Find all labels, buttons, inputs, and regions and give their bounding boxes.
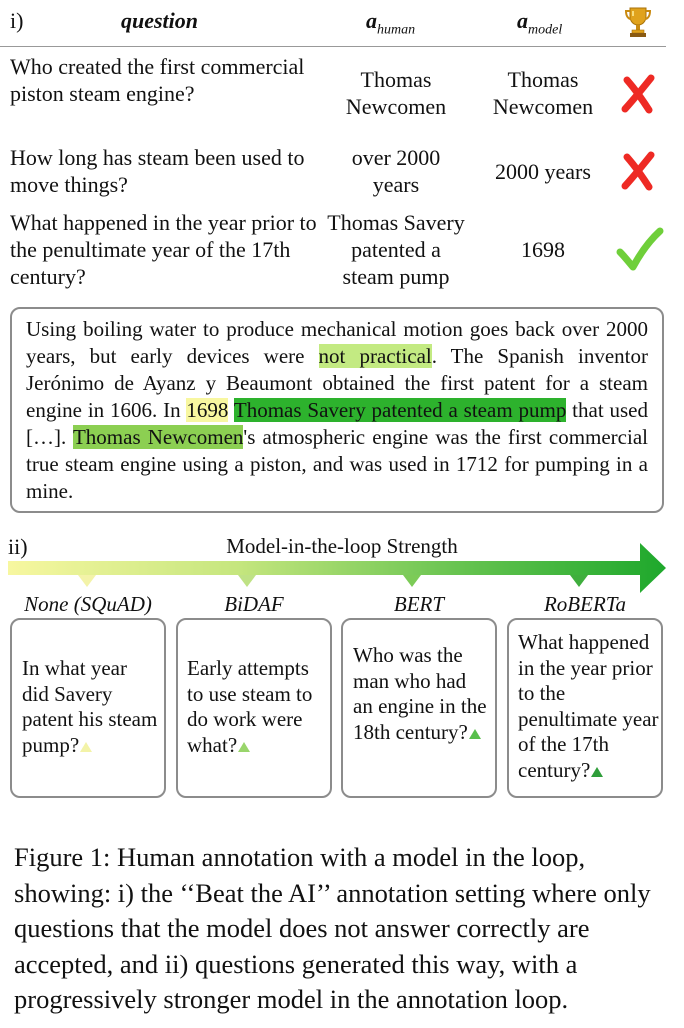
passage-segment: 's atmospheric engine was the first commercial true steam engine using a piston, and was used in 1712 for pumping in a mine. (26, 425, 648, 503)
model-answer-row-1: Thomas Newcomen (492, 67, 594, 119)
model-answer-row-2: 2000 years (495, 159, 591, 184)
human-answer-row-1: Thomas Newcomen (345, 67, 447, 119)
model-question-roberta (518, 630, 660, 783)
header-a-model-base: a (517, 8, 528, 33)
model-name-bidaf: BiDAF (224, 592, 284, 616)
question-row-3: What happened in the year prior to the penultimate year of the 17th century? (10, 210, 317, 289)
human-answer-row-3: Thomas Savery patented a steam pump (327, 210, 465, 289)
passage-segment: that used […]. (26, 398, 649, 449)
trophy-icon (624, 6, 652, 38)
highlight-not-practical: not practical (318, 344, 432, 368)
model-question-none-squad (22, 656, 158, 758)
highlight-savery: Thomas Savery patented a steam pump (233, 398, 567, 422)
cross-icon (616, 149, 660, 193)
header-a-human-sub: human (377, 22, 416, 38)
passage-text (26, 316, 648, 505)
strength-title: Model-in-the-loop Strength (226, 534, 458, 558)
question-row-2: How long has steam been used to move things? (10, 145, 305, 197)
header-a-human-base: a (366, 8, 377, 33)
highlight-newcomen: Thomas Newcomen (72, 425, 244, 449)
question-text: Early attempts to use steam to do work were what? (187, 656, 313, 757)
highlight-1698: 1698 (186, 398, 229, 422)
model-question-bert (353, 643, 489, 745)
passage-segment: . The Spanish inventor Jerónimo de Ayanz y Beaumont obtained the first patent for a steam engine in 1606. In (26, 344, 648, 422)
model-name-none-squad: None (SQuAD) (24, 592, 152, 616)
question-row-1: Who created the first commercial piston steam engine? (10, 54, 305, 106)
section-i-label: i) (10, 8, 24, 33)
question-text: What happened in the year prior to the penultimate year of the 17th century? (518, 630, 659, 782)
cross-icon (616, 72, 660, 116)
triangle-icon (590, 766, 604, 778)
question-text: In what year did Savery patent his steam pump? (22, 656, 158, 757)
header-rule (0, 46, 666, 47)
triangle-icon (237, 741, 251, 753)
header-question: question (121, 8, 199, 33)
header-a-human (366, 8, 415, 38)
model-name-bert: BERT (393, 592, 445, 616)
human-answer-row-2: over 2000 years (351, 145, 441, 197)
section-ii-label: ii) (8, 534, 28, 559)
passage-segment: Using boiling water to produce mechanical motion goes back over 2000 years, but early devices were (26, 317, 648, 368)
check-icon (614, 226, 664, 272)
model-answer-row-3: 1698 (521, 237, 565, 262)
model-question-bidaf (187, 656, 327, 758)
model-name-roberta: RoBERTa (543, 592, 627, 616)
question-text: Who was the man who had an engine in the 18th century? (353, 643, 487, 744)
figure-caption: Figure 1: Human annotation with a model in the loop, showing: i) the ‘‘Beat the AI’’ annotation setting where only questions that the model does not answer correctly are accepted, and ii) questions generated this way, with a progressively stronger model in the annotation loop. (14, 842, 651, 1014)
header-a-model-sub: model (528, 22, 563, 38)
triangle-icon (79, 741, 93, 753)
triangle-icon (468, 728, 482, 740)
header-a-model (517, 8, 562, 38)
